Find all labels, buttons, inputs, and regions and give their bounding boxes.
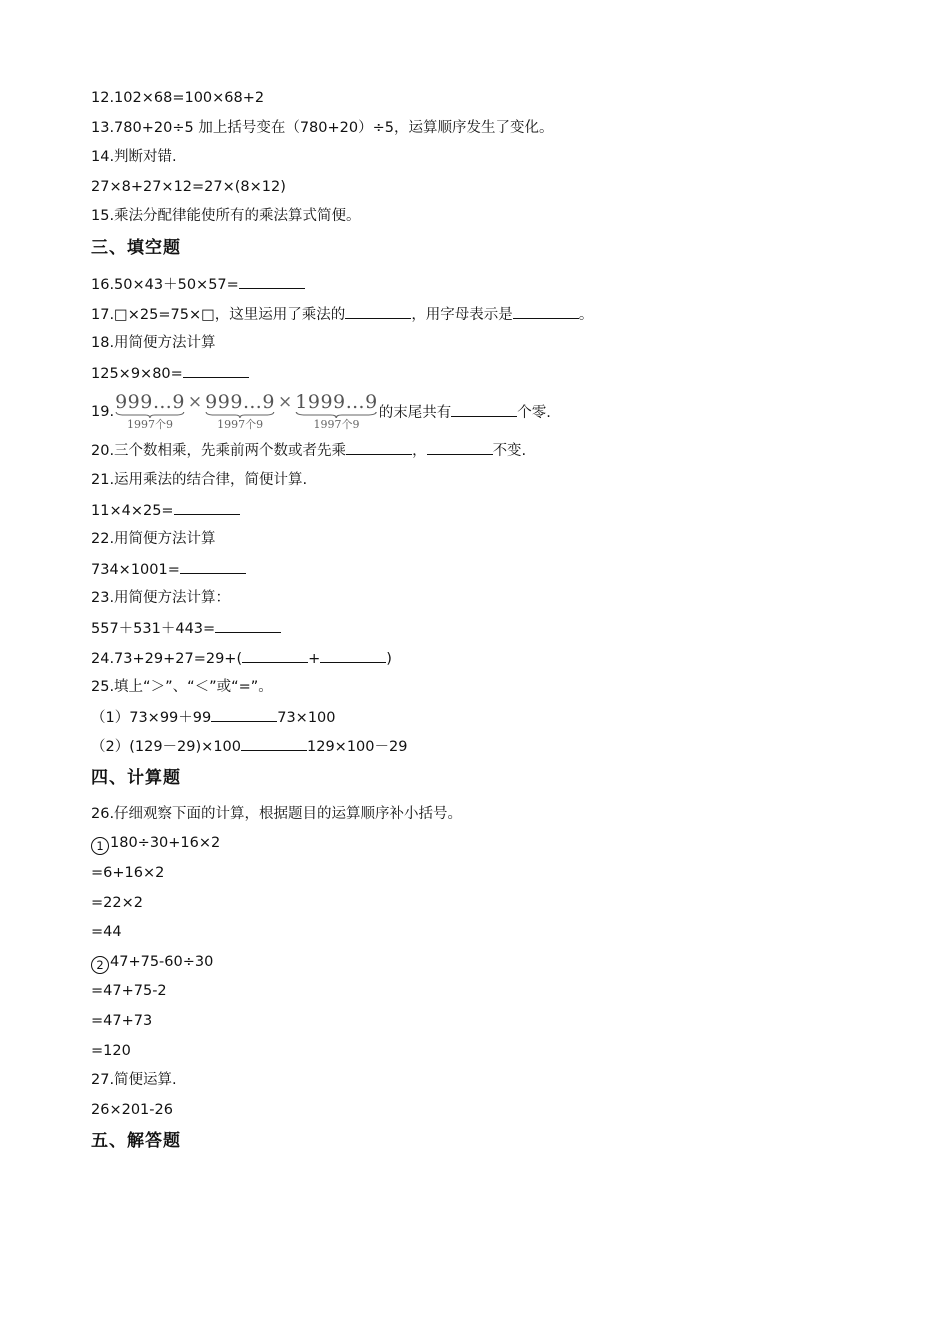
question-25-part-2: （2）(129－29)×100 129×100－29 [91,736,891,756]
answer-blank[interactable] [174,500,240,515]
calculation-step: =6+16×2 [91,865,165,882]
answer-blank[interactable] [451,402,517,417]
question-14-expression: 27×8+27×12=27×(8×12) [91,178,286,195]
question-22-expression: 734×1001= [91,559,891,579]
factor-2: 999…9 1997个9 [205,391,276,432]
answer-blank[interactable] [183,363,249,378]
question-26-part-2: 2 47+75-60÷30 [91,952,891,972]
section-5-heading: 五、解答题 [91,1131,181,1152]
question-25-title: 25.填上“＞”、“＜”或“=”。 [91,679,273,696]
answer-blank[interactable] [215,618,281,633]
question-14-title: 14.判断对错. [91,149,177,166]
question-21-title: 21.运用乘法的结合律，简便计算. [91,471,308,488]
calculation-step: =47+75-2 [91,983,167,1000]
question-26-part-1: 1 180÷30+16×2 [91,833,891,853]
worksheet-page [91,88,891,1167]
question-27-expression: 26×201-26 [91,1101,173,1118]
question-20: 20.三个数相乘，先乘前两个数或者先乘 ， 不变. [91,440,891,460]
question-25-part-1: （1）73×99＋99 73×100 [91,707,891,727]
question-24: 24.73+29+27=29+( + ) [91,648,891,668]
factor-3: 1999…9 1997个9 [295,391,378,432]
calculation-step: =44 [91,924,122,941]
answer-blank[interactable] [241,736,307,751]
factor-1: 999…9 1997个9 [115,391,185,432]
question-22-title: 22.用简便方法计算 [91,531,216,548]
circled-number-2: 2 [91,956,109,974]
question-15: 15.乘法分配律能使所有的乘法算式简便。 [91,208,361,225]
answer-blank[interactable] [346,440,412,455]
question-26-title: 26.仔细观察下面的计算，根据题目的运算顺序补小括号。 [91,805,463,822]
calculation-step: =22×2 [91,894,143,911]
question-23-expression: 557＋531＋443= [91,618,891,638]
answer-blank[interactable] [427,440,493,455]
question-18-expression: 125×9×80= [91,363,891,383]
question-16: 16.50×43＋50×57= [91,274,891,294]
question-13: 13.780+20÷5 加上括号变在（780+20）÷5，运算顺序发生了变化。 [91,119,554,136]
answer-blank[interactable] [513,304,579,319]
question-23-title: 23.用简便方法计算： [91,590,231,607]
calculation-step: =120 [91,1042,131,1059]
answer-blank[interactable] [239,274,305,289]
question-27-title: 27.简便运算. [91,1072,177,1089]
answer-blank[interactable] [345,304,411,319]
question-18-title: 18.用简便方法计算 [91,335,216,352]
answer-blank[interactable] [211,707,277,722]
section-3-heading: 三、填空题 [91,237,181,258]
answer-blank[interactable] [320,648,386,663]
answer-blank[interactable] [180,559,246,574]
question-17: 17.□×25=75×□，这里运用了乘法的 ，用字母表示是 。 [91,304,891,324]
question-19: 19. 999…9 1997个9 × 999…9 1997个9 × 1999…9 1997个9 的末尾共有 个零. [91,391,551,432]
section-4-heading: 四、计算题 [91,767,181,788]
question-12: 12.102×68=100×68+2 [91,90,265,106]
question-21-expression: 11×4×25= [91,500,891,520]
calculation-step: =47+73 [91,1013,153,1030]
answer-blank[interactable] [242,648,308,663]
circled-number-1: 1 [91,837,109,855]
